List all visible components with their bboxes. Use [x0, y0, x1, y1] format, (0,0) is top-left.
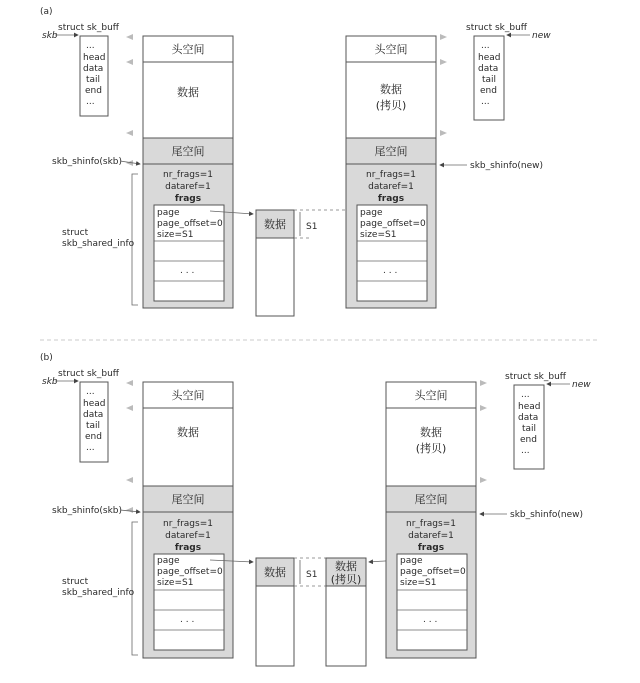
svg-text:page_offset=0: page_offset=0	[157, 567, 223, 577]
svg-text:数据: 数据	[335, 560, 357, 573]
panel-a-label: (a)	[40, 7, 53, 17]
svg-text:头空间: 头空间	[374, 43, 408, 56]
svg-text:end: end	[85, 86, 102, 96]
svg-text:nr_frags=1: nr_frags=1	[406, 519, 456, 529]
svg-text:end: end	[520, 435, 537, 445]
svg-text:dataref=1: dataref=1	[408, 531, 454, 541]
svg-text:end: end	[85, 432, 102, 442]
svg-text:头空间: 头空间	[171, 389, 205, 402]
svg-text:头空间: 头空间	[414, 389, 448, 402]
svg-text:nr_frags=1: nr_frags=1	[163, 519, 213, 529]
skb-shinfo-skb-label: skb_shinfo(skb)	[52, 157, 123, 167]
svg-text:...: ...	[86, 41, 95, 51]
data-label: 数据	[177, 86, 199, 99]
svg-text:struct sk_buff: struct sk_buff	[505, 372, 566, 382]
svg-text:. . .: . . .	[383, 266, 398, 276]
pointer-triangles	[126, 34, 133, 166]
svg-text:. . .: . . .	[423, 615, 438, 625]
svg-text:data: data	[518, 413, 539, 423]
svg-text:尾空间: 尾空间	[171, 493, 205, 506]
svg-text:nr_frags=1: nr_frags=1	[366, 170, 416, 180]
svg-text:data: data	[83, 410, 104, 420]
svg-text:nr_frags=1: nr_frags=1	[163, 170, 213, 180]
svg-text:size=S1: size=S1	[157, 578, 194, 588]
svg-text:head: head	[518, 402, 541, 412]
svg-text:skb_shinfo(new): skb_shinfo(new)	[470, 161, 544, 171]
svg-text:. . .: . . .	[180, 266, 195, 276]
svg-text:tail: tail	[522, 424, 537, 434]
svg-text:size=S1: size=S1	[360, 230, 397, 240]
svg-text:frags: frags	[174, 543, 202, 553]
svg-text:tail: tail	[86, 421, 101, 431]
svg-text:(拷贝): (拷贝)	[330, 573, 362, 586]
svg-text:struct: struct	[62, 228, 89, 238]
svg-text:skb_shared_info: skb_shared_info	[62, 588, 135, 598]
svg-text:page_offset=0: page_offset=0	[157, 219, 223, 229]
svg-text:frags: frags	[417, 543, 445, 553]
svg-text:tail: tail	[482, 75, 497, 85]
svg-text:page_offset=0: page_offset=0	[400, 567, 466, 577]
svg-text:数据: 数据	[264, 218, 286, 231]
svg-text:dataref=1: dataref=1	[165, 531, 211, 541]
head-space-label: 头空间	[171, 43, 205, 56]
svg-text:dataref=1: dataref=1	[165, 182, 211, 192]
svg-text:skb_shinfo(new): skb_shinfo(new)	[510, 510, 584, 520]
svg-text:skb: skb	[42, 377, 58, 387]
svg-text:S1: S1	[306, 222, 318, 232]
svg-text:data: data	[83, 64, 104, 74]
data-box	[143, 62, 233, 138]
panel-b	[40, 353, 591, 666]
svg-text:head: head	[478, 53, 501, 63]
struct-sk-buff-label: struct sk_buff	[58, 23, 119, 33]
svg-text:尾空间: 尾空间	[414, 493, 448, 506]
svg-text:data: data	[478, 64, 499, 74]
svg-text:数据: 数据	[420, 426, 442, 439]
svg-text:dataref=1: dataref=1	[368, 182, 414, 192]
panel-a	[40, 7, 551, 316]
svg-text:...: ...	[86, 443, 95, 453]
svg-text:数据: 数据	[177, 426, 199, 439]
svg-text:new: new	[572, 380, 591, 390]
svg-text:page_offset=0: page_offset=0	[360, 219, 426, 229]
svg-text:page: page	[157, 208, 180, 218]
svg-text:struct: struct	[62, 577, 89, 587]
svg-text:tail: tail	[86, 75, 101, 85]
panel-b-label: (b)	[40, 353, 53, 363]
skb-label: skb	[42, 31, 58, 41]
svg-text:S1: S1	[306, 570, 318, 580]
svg-text:end: end	[480, 86, 497, 96]
svg-text:size=S1: size=S1	[157, 230, 194, 240]
svg-text:skb_shinfo(skb): skb_shinfo(skb)	[52, 506, 123, 516]
svg-text:new: new	[532, 31, 551, 41]
svg-text:page: page	[400, 556, 423, 566]
svg-text:...: ...	[521, 446, 530, 456]
svg-text:...: ...	[521, 390, 530, 400]
tail-space-label: 尾空间	[171, 145, 205, 158]
svg-text:(拷贝): (拷贝)	[375, 99, 407, 112]
svg-text:frags: frags	[377, 194, 405, 204]
svg-text:page: page	[157, 556, 180, 566]
svg-text:frags: frags	[174, 194, 202, 204]
svg-text:...: ...	[86, 387, 95, 397]
svg-text:size=S1: size=S1	[400, 578, 437, 588]
svg-text:head: head	[83, 399, 106, 409]
svg-text:尾空间: 尾空间	[374, 145, 408, 158]
svg-text:struct sk_buff: struct sk_buff	[58, 369, 119, 379]
svg-text:head: head	[83, 53, 106, 63]
svg-text:struct sk_buff: struct sk_buff	[466, 23, 527, 33]
svg-text:数据: 数据	[264, 566, 286, 579]
svg-text:skb_shared_info: skb_shared_info	[62, 239, 135, 249]
svg-text:. . .: . . .	[180, 615, 195, 625]
svg-text:...: ...	[481, 41, 490, 51]
svg-text:数据: 数据	[380, 83, 402, 96]
svg-text:page: page	[360, 208, 383, 218]
svg-text:...: ...	[86, 97, 95, 107]
svg-text:(拷贝): (拷贝)	[415, 442, 447, 455]
svg-text:...: ...	[481, 97, 490, 107]
